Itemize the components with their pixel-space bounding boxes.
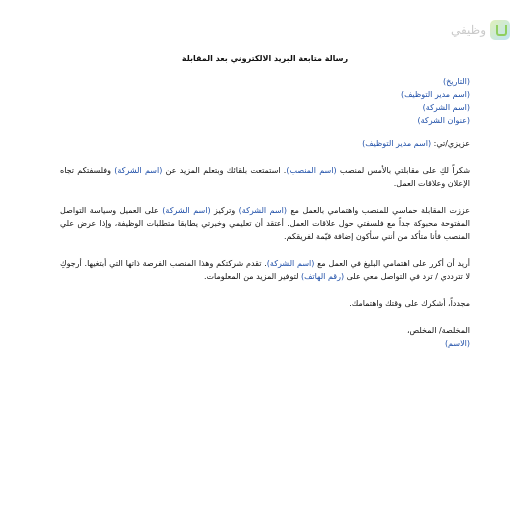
para3-company-placeholder: (اسم الشركة) — [266, 259, 315, 268]
para3-phone-placeholder: (رقم الهاتف) — [300, 272, 345, 281]
para2-company-placeholder-2: (اسم الشركة) — [162, 206, 211, 215]
para2-text-3: على العميل وسياسة التواصل المفتوحة محبوكة جداً مع فلسفتي حول علاقات العمل. أعتقد أن تعليمي وخبرتي يطابقا متطلبات الوظيفة، وإذا عرض علي المنصب فأنا متأكد من أنني سأكون إضافة قيّمة لفريقكم. — [60, 206, 470, 241]
date-placeholder: (التاريخ) — [442, 77, 470, 86]
para2-company-placeholder-1: (اسم الشركة) — [238, 206, 287, 215]
greeting-name: (اسم مدير التوظيف) — [362, 139, 432, 148]
para1-company-placeholder: (اسم الشركة) — [114, 166, 163, 175]
signature-placeholder: (الاسم) — [444, 339, 470, 348]
para3-text-3: لتوفير المزيد من المعلومات. — [203, 272, 301, 281]
para1-text-1: شكراً لكِ على مقابلتي بالأمس لمنصب — [336, 166, 471, 175]
manager-placeholder: (اسم مدير التوظيف) — [401, 90, 470, 99]
para3-text-2: . تقدم شركتكم وهذا المنصب الفرصة ذاتها التي أبتغيها. أرجوكِ لا تترددي / ترد في التواصل معي على — [60, 259, 470, 281]
letter-title: رسالة متابعة البريد الالكتروني بعد المقابلة — [181, 54, 349, 63]
greeting-line — [60, 137, 470, 150]
brand-logo — [451, 20, 510, 40]
paragraph-thanks — [60, 164, 470, 190]
closing-line: مجدداً، أشكرك على وقتك واهتمامك. — [349, 299, 470, 308]
para2-text-1: عززت المقابلة حماسي للمنصب واهتمامي بالعمل مع — [286, 206, 470, 215]
paragraph-reiterate — [60, 257, 470, 283]
paragraph-interest — [60, 204, 470, 243]
para1-position-placeholder: (اسم المنصب) — [286, 166, 337, 175]
brand-logo-icon — [490, 20, 510, 40]
para1-text-3: وفلسفتكم تجاه الإعلان وعلاقات العمل. — [60, 166, 470, 188]
para1-text-2: . استمتعت بلقائك وبتعلم المزيد عن — [162, 166, 287, 175]
letter-body — [60, 52, 470, 350]
company-placeholder: (اسم الشركة) — [422, 103, 470, 112]
signoff-line: المخلصة/ المخلص، — [406, 326, 470, 335]
greeting-text: عزيزي/تي: — [433, 139, 470, 148]
para2-text-2: وتركيز — [210, 206, 239, 215]
para3-text-1: أريد أن أكرر على اهتمامي البليغ في العمل مع — [314, 259, 471, 268]
address-placeholder: (عنوان الشركة) — [417, 116, 470, 125]
brand-logo-text: وظيفي — [450, 23, 486, 37]
